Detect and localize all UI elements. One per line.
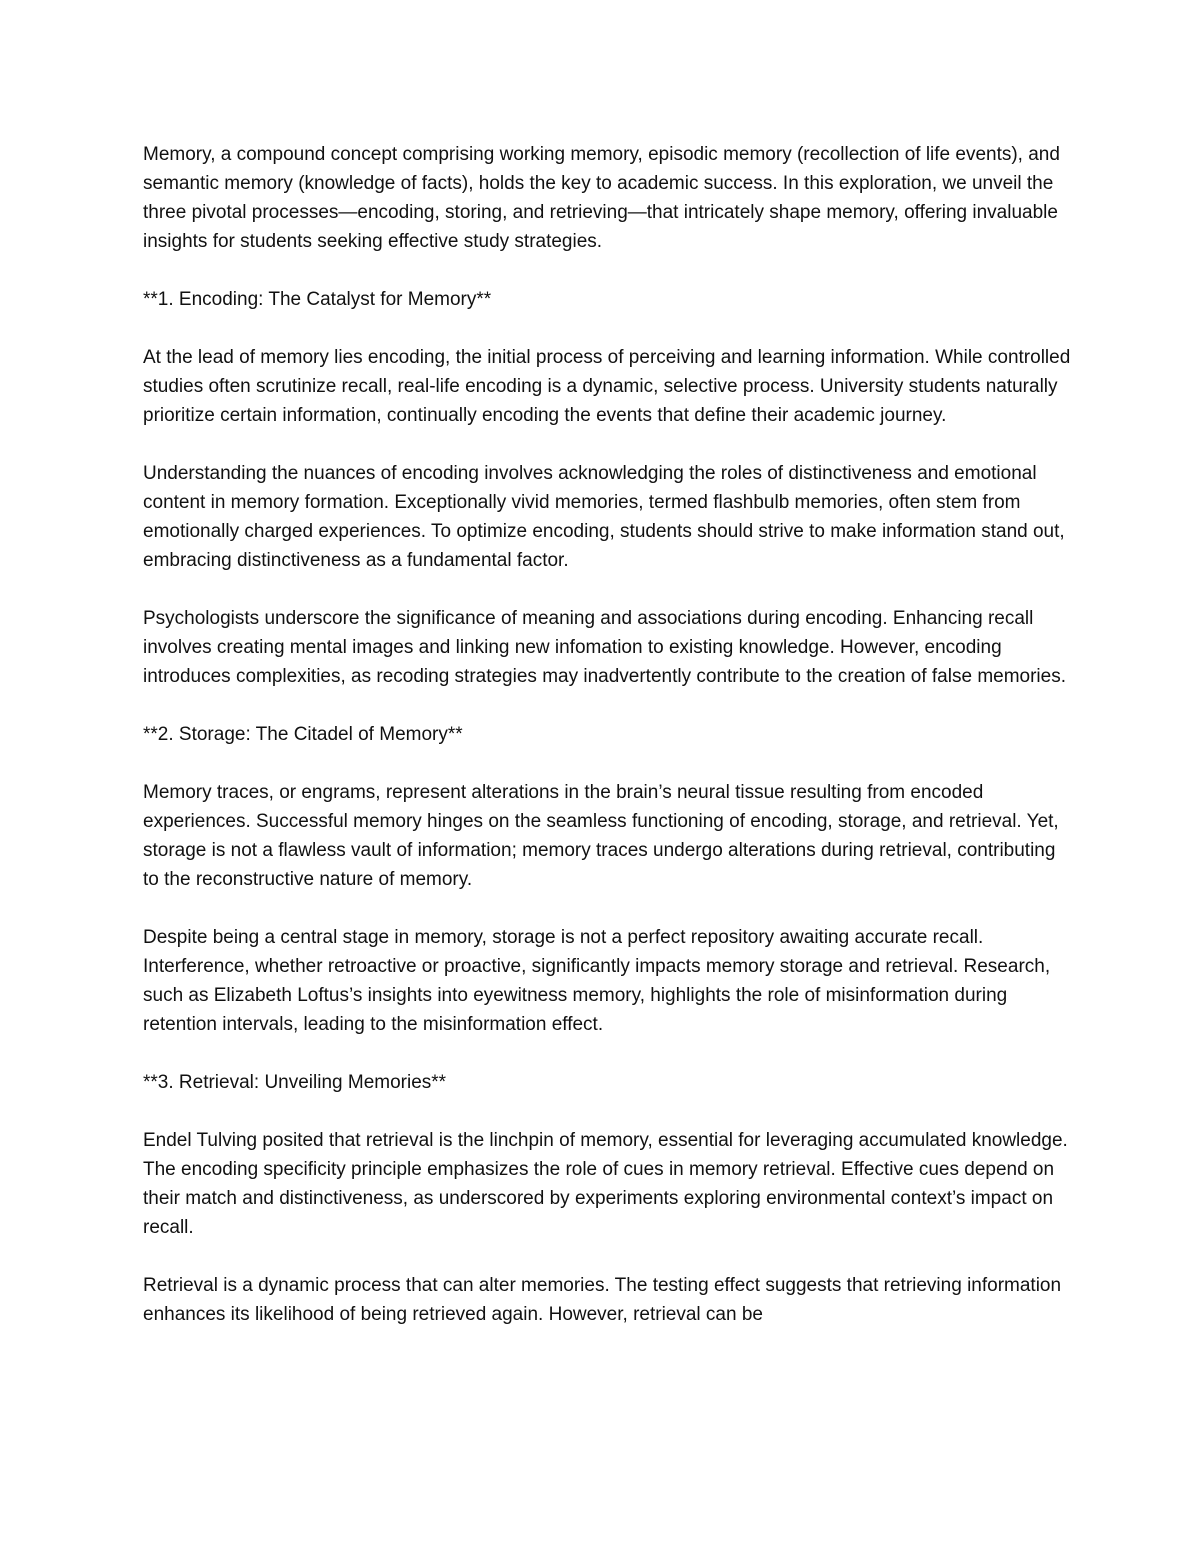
storage-paragraph-1: Memory traces, or engrams, represent alterations in the brain’s neural tissue resulting from encoded experiences. Successful memory hinges on the seamless functioning of encoding, storage, and retrieval. Yet, storage is not a flawless vault of information; memory traces undergo alterations during retrieval, contributing to the reconstructive nature of memory. <box>143 782 1059 890</box>
storage-paragraph-2: Despite being a central stage in memory, storage is not a perfect repository awaiting accurate recall. Interference, whether retroactive or proactive, significantly impacts memory storage and retrieval. Research, such as Elizabeth Loftus’s insights into eyewitness memory, highlights the role of misinformation during retention intervals, leading to the misinformation effect. <box>143 927 1051 1035</box>
encoding-paragraph-2: Understanding the nuances of encoding involves acknowledging the roles of distinctiveness and emotional content in memory formation. Exceptionally vivid memories, termed flashbulb memories, often stem from emotionally charged experiences. To optimize encoding, students should strive to make information stand out, embracing distinctiveness as a fundamental factor. <box>143 463 1065 571</box>
encoding-paragraph-1: At the lead of memory lies encoding, the initial process of perceiving and learning information. While controlled studies often scrutinize recall, real-life encoding is a dynamic, selective process. University students naturally prioritize certain information, continually encoding the events that define their academic journey. <box>143 347 1071 426</box>
retrieval-paragraph-1: Endel Tulving posited that retrieval is the linchpin of memory, essential for leveraging accumulated knowledge. The encoding specificity principle emphasizes the role of cues in memory retrieval. Effective cues depend on their match and distinctiveness, as underscored by experiments exploring environmental context’s impact on recall. <box>143 1130 1068 1238</box>
section-heading-encoding: **1. Encoding: The Catalyst for Memory** <box>143 289 492 310</box>
retrieval-paragraph-2: Retrieval is a dynamic process that can alter memories. The testing effect suggests that retrieving information enhances its likelihood of being retrieved again. However, retrieval can be <box>143 1275 1062 1325</box>
document-body <box>143 140 1071 1358</box>
encoding-paragraph-3: Psychologists underscore the significance of meaning and associations during encoding. Enhancing recall involves creating mental images and linking new infomation to existing knowledge. However, encoding introduces complexities, as recoding strategies may inadvertently contribute to the creation of false memories. <box>143 608 1067 687</box>
section-heading-storage: **2. Storage: The Citadel of Memory** <box>143 724 463 745</box>
intro-paragraph: Memory, a compound concept comprising working memory, episodic memory (recollection of life events), and semantic memory (knowledge of facts), holds the key to academic success. In this exploration, we unveil the three pivotal processes—encoding, storing, and retrieving—that intricately shape memory, offering invaluable insights for students seeking effective study strategies. <box>143 144 1060 252</box>
section-heading-retrieval: **3. Retrieval: Unveiling Memories** <box>143 1072 447 1093</box>
